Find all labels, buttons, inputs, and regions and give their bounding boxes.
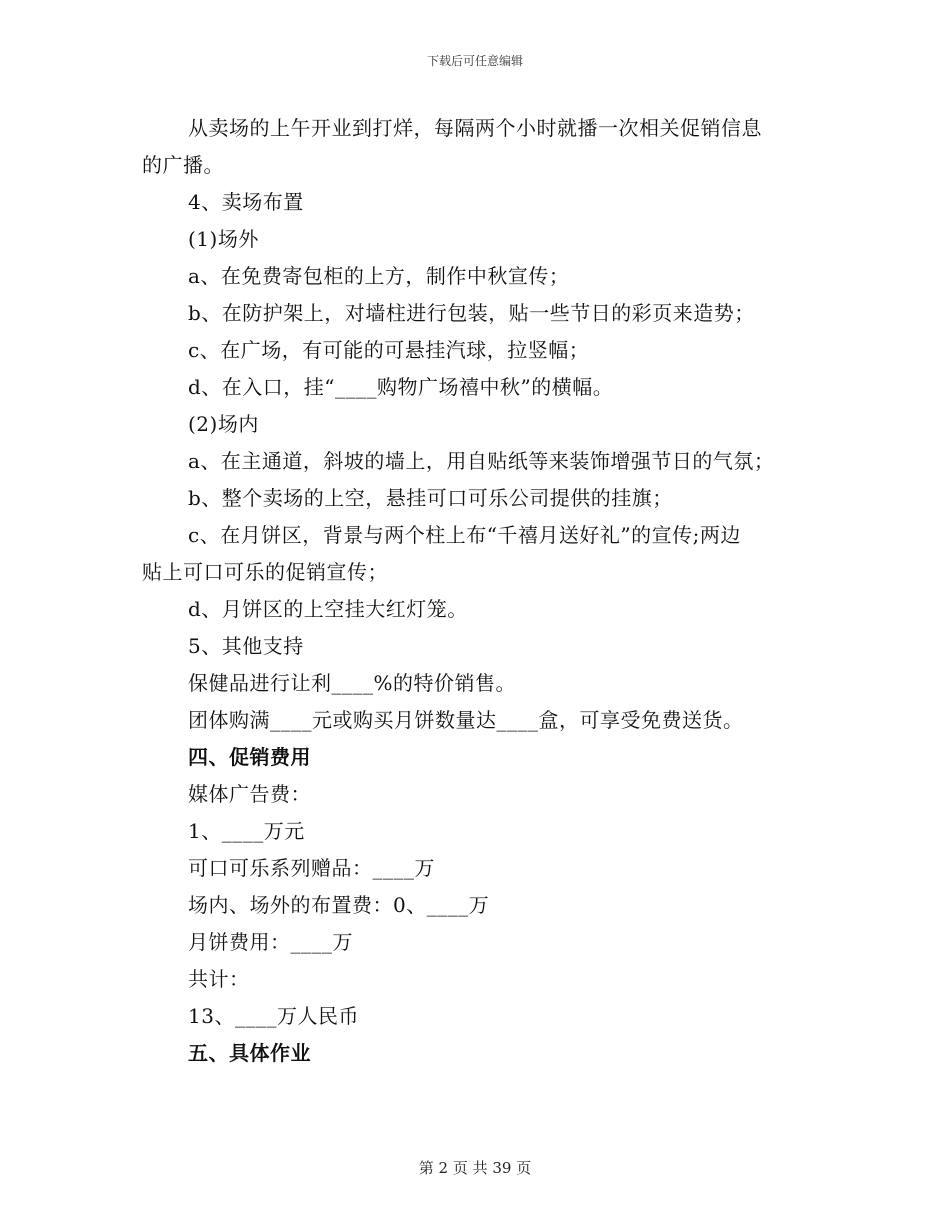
subsection-heading: (2)场内 [188,412,259,436]
paragraph: 月饼费用：____万 [188,930,353,954]
list-item: c、在广场，有可能的可悬挂汽球，拉竖幅； [188,338,590,362]
subsection-heading: (1)场外 [188,227,259,251]
list-item-continuation: 贴上可口可乐的促销宣传； [142,560,388,584]
paragraph: 1、____万元 [188,819,305,843]
page-header: 下载后可任意编辑 [426,54,523,68]
list-item: a、在免费寄包柜的上方，制作中秋宣传； [188,264,570,288]
list-item: c、在月饼区，背景与两个柱上布“千禧月送好礼”的宣传;两边 [188,523,741,547]
section-heading: 5、其他支持 [188,634,304,658]
paragraph: 13、____万人民币 [188,1004,359,1028]
chapter-heading: 五、具体作业 [188,1041,311,1065]
paragraph: 可口可乐系列赠品：____万 [188,856,435,880]
chapter-heading: 四、促销费用 [188,745,311,769]
list-item: b、在防护架上，对墙柱进行包装，贴一些节日的彩页来造势； [188,301,755,325]
list-item: b、整个卖场的上空，悬挂可口可乐公司提供的挂旗； [188,486,673,510]
paragraph: 团体购满____元或购买月饼数量达____盒，可享受免费送货。 [188,708,744,732]
paragraph: 场内、场外的布置费：0、____万 [188,893,490,917]
list-item: a、在主通道，斜坡的墙上，用自贴纸等来装饰增强节日的气氛； [188,449,775,473]
list-item: d、在入口，挂“____购物广场禧中秋”的横幅。 [188,375,614,399]
section-heading: 4、卖场布置 [188,190,304,214]
list-item: d、月饼区的上空挂大红灯笼。 [188,597,468,621]
paragraph: 保健品进行让利____%的特价销售。 [188,671,517,695]
paragraph: 的广播。 [142,153,224,177]
paragraph: 共计： [188,967,250,991]
paragraph: 媒体广告费： [188,782,311,806]
page-footer: 第 2 页 共 39 页 [418,1159,532,1177]
document-body [142,110,812,1072]
paragraph: 从卖场的上午开业到打烊，每隔两个小时就播一次相关促销信息 [188,116,762,140]
